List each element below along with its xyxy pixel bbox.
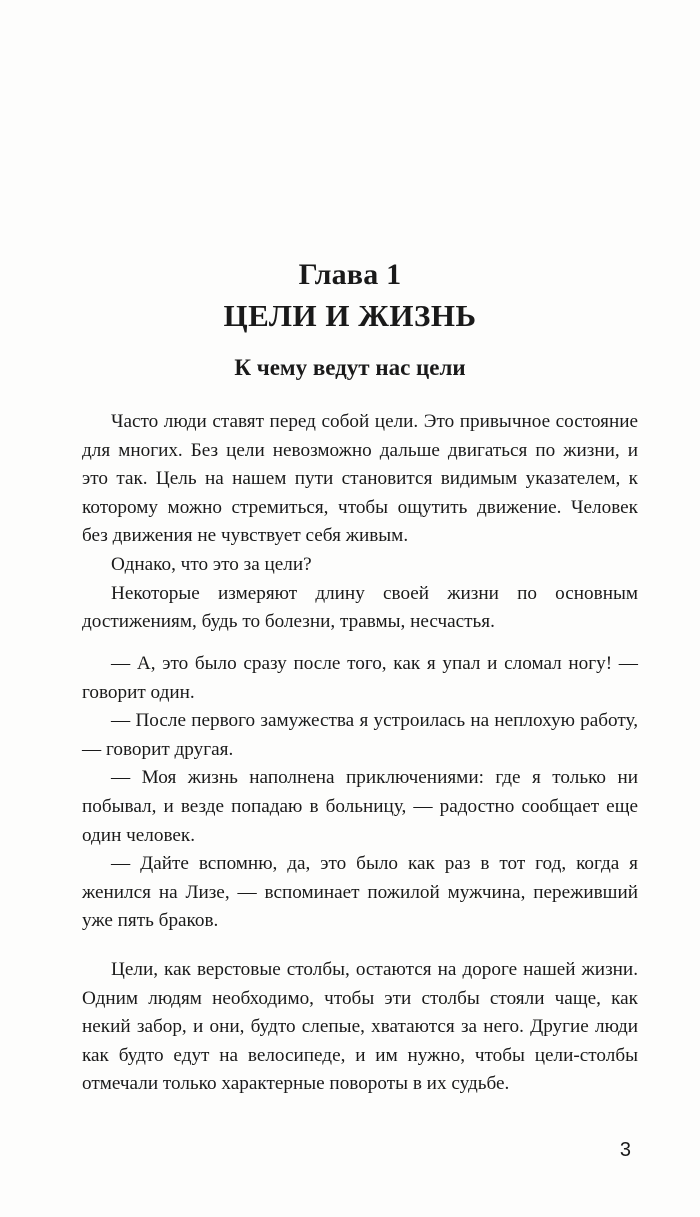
dialogue-line: — После первого замужества я устроилась на неплохую работу, — говорит другая. bbox=[82, 710, 638, 760]
paragraph: Однако, что это за цели? bbox=[111, 553, 312, 575]
text-block-dialogue bbox=[82, 650, 638, 936]
dialogue-line: — А, это было сразу после того, как я упал и сломал ногу! — говорит один. bbox=[82, 653, 638, 703]
chapter-title: ЦЕЛИ И ЖИЗНЬ bbox=[223, 298, 477, 333]
dialogue-line: — Дайте вспомню, да, это было как раз в тот год, когда я женился на Лизе, — вспоминает пожилой мужчина, переживший уже пять браков. bbox=[82, 853, 638, 932]
section-title: К чему ведут нас цели bbox=[234, 355, 466, 380]
text-block-intro bbox=[82, 408, 638, 637]
page-number: 3 bbox=[619, 1139, 631, 1161]
paragraph: Некоторые измеряют длину своей жизни по основным достижениям, будь то болезни, травмы, несчастья. bbox=[82, 582, 638, 633]
chapter-number: Глава 1 bbox=[298, 258, 402, 291]
dialogue-line: — Моя жизнь наполнена приключениями: где я только ни побывал, и везде попадаю в больницу, — радостно сообщает еще один человек. bbox=[82, 767, 638, 846]
text-block-conclusion bbox=[82, 956, 638, 1099]
paragraph: Часто люди ставят перед собой цели. Это привычное состояние для многих. Без цели невозможно дальше двигаться по жизни, и это так. Цель на нашем пути становится видимым указателем, к которому можно стремиться, чтобы ощутить движение. Человек без движения не чувствует себя живым. bbox=[82, 411, 638, 547]
paragraph: Цели, как верстовые столбы, остаются на дороге нашей жизни. Одним людям необходимо, чтобы эти столбы стояли чаще, как некий забор, и они, будто слепые, хватаются за него. Другие люди как будто едут на велосипеде, и им нужно, чтобы цели-столбы отмечали только характерные повороты в их судьбе. bbox=[82, 959, 638, 1095]
